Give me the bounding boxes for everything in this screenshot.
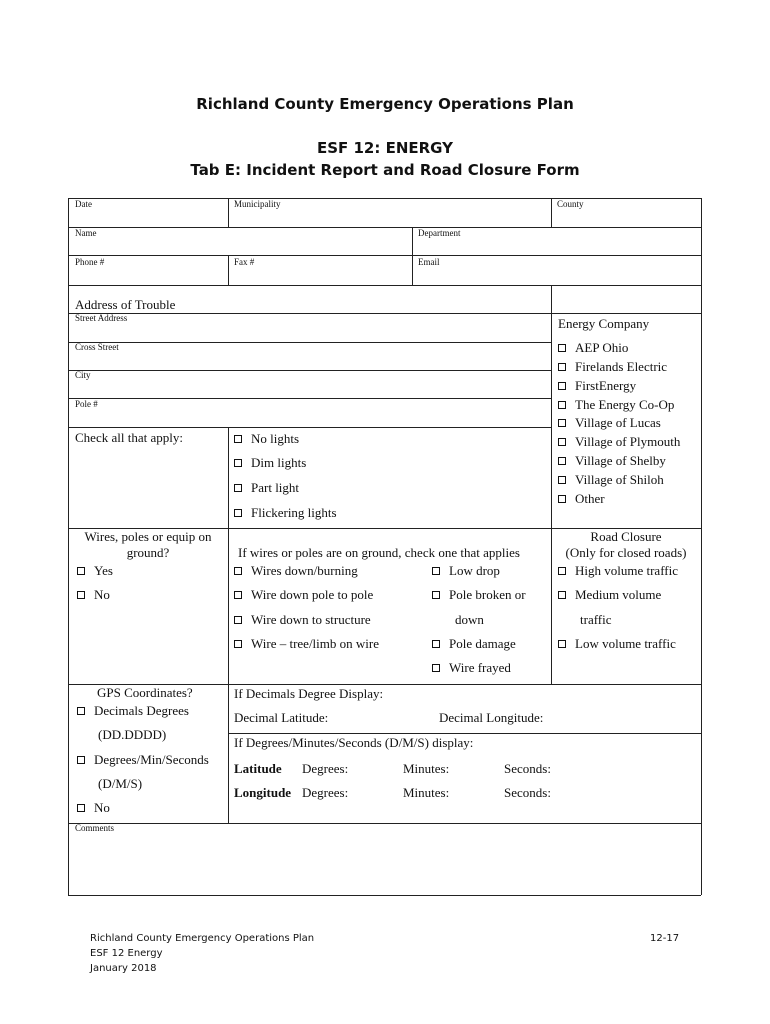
longitude-label: Longitude xyxy=(234,785,292,800)
longitude-seconds-field[interactable]: Seconds: xyxy=(504,785,551,800)
road-closure-subtitle: (Only for closed roads) xyxy=(565,545,687,560)
footer-plan-name: Richland County Emergency Operations Plan xyxy=(90,933,315,944)
wires-yes-option[interactable]: Yes xyxy=(77,563,113,579)
longitude-minutes-field[interactable]: Minutes: xyxy=(403,785,450,800)
municipality-field[interactable]: Municipality xyxy=(234,199,281,209)
checkbox-icon[interactable] xyxy=(234,484,242,492)
pole-broken-down-text: down xyxy=(455,612,484,627)
comments-field[interactable]: Comments xyxy=(75,823,115,833)
gps-dms-option[interactable]: Degrees/Min/Seconds xyxy=(77,752,209,768)
checkbox-icon[interactable] xyxy=(558,382,566,390)
check-flickering-lights[interactable]: Flickering lights xyxy=(234,505,337,521)
medium-volume-option[interactable]: Medium volume xyxy=(558,587,661,603)
decimal-longitude-field[interactable]: Decimal Longitude: xyxy=(439,710,544,725)
checkbox-icon[interactable] xyxy=(432,591,440,599)
energy-option-plymouth[interactable]: Village of Plymouth xyxy=(558,434,680,450)
road-closure-title: Road Closure xyxy=(590,529,662,544)
energy-option-firelands[interactable]: Firelands Electric xyxy=(558,359,667,375)
cross-street-field[interactable]: Cross Street xyxy=(75,342,119,352)
wire-down-burning[interactable]: Wires down/burning xyxy=(234,563,358,579)
checkbox-icon[interactable] xyxy=(77,707,85,715)
latitude-seconds-field[interactable]: Seconds: xyxy=(504,761,551,776)
high-volume-option[interactable]: High volume traffic xyxy=(558,563,678,579)
decimal-latitude-field[interactable]: Decimal Latitude: xyxy=(234,710,329,725)
city-field[interactable]: City xyxy=(75,370,91,380)
wire-down-structure[interactable]: Wire down to structure xyxy=(234,612,371,628)
gps-no-option[interactable]: No xyxy=(77,800,110,816)
checkbox-icon[interactable] xyxy=(558,591,566,599)
energy-option-shiloh[interactable]: Village of Shiloh xyxy=(558,472,664,488)
energy-option-shelby[interactable]: Village of Shelby xyxy=(558,453,666,469)
latitude-minutes-field[interactable]: Minutes: xyxy=(403,761,450,776)
checkbox-icon[interactable] xyxy=(234,640,242,648)
checkbox-icon[interactable] xyxy=(432,664,440,672)
medium-volume-traffic-text: traffic xyxy=(580,612,612,627)
checkbox-icon[interactable] xyxy=(234,435,242,443)
street-address-field[interactable]: Street Address xyxy=(75,313,128,323)
pole-field[interactable]: Pole # xyxy=(75,399,98,409)
wires-header: If wires or poles are on ground, check one that applies xyxy=(238,545,520,560)
form-title: Tab E: Incident Report and Road Closure Form xyxy=(190,161,580,179)
checkbox-icon[interactable] xyxy=(432,640,440,648)
checkbox-icon[interactable] xyxy=(77,804,85,812)
checkbox-icon[interactable] xyxy=(558,476,566,484)
energy-option-firstenergy[interactable]: FirstEnergy xyxy=(558,378,636,394)
phone-field[interactable]: Phone # xyxy=(75,257,105,267)
checkbox-icon[interactable] xyxy=(558,401,566,409)
wires-no-option[interactable]: No xyxy=(77,587,110,603)
checkbox-icon[interactable] xyxy=(77,567,85,575)
checkbox-icon[interactable] xyxy=(234,509,242,517)
wires-question-line2: ground? xyxy=(126,545,170,560)
checkbox-icon[interactable] xyxy=(558,457,566,465)
gps-decimal-option[interactable]: Decimals Degrees xyxy=(77,703,189,719)
document-title: Richland County Emergency Operations Plan xyxy=(196,95,574,113)
check-no-lights[interactable]: No lights xyxy=(234,431,299,447)
latitude-label: Latitude xyxy=(234,761,282,776)
checkbox-icon[interactable] xyxy=(432,567,440,575)
low-volume-option[interactable]: Low volume traffic xyxy=(558,636,676,652)
check-all-label: Check all that apply: xyxy=(75,430,183,445)
pole-damage-option[interactable]: Pole damage xyxy=(432,636,516,652)
page-number: 12-17 xyxy=(650,933,680,944)
energy-option-aep[interactable]: AEP Ohio xyxy=(558,340,628,356)
latitude-degrees-field[interactable]: Degrees: xyxy=(302,761,349,776)
wire-down-pole-to-pole[interactable]: Wire down pole to pole xyxy=(234,587,373,603)
check-dim-lights[interactable]: Dim lights xyxy=(234,455,306,471)
address-title: Address of Trouble xyxy=(75,297,176,312)
energy-option-other[interactable]: Other xyxy=(558,491,605,507)
check-part-light[interactable]: Part light xyxy=(234,480,299,496)
wire-tree-limb[interactable]: Wire – tree/limb on wire xyxy=(234,636,379,652)
checkbox-icon[interactable] xyxy=(77,591,85,599)
checkbox-icon[interactable] xyxy=(77,756,85,764)
wires-question-line1: Wires, poles or equip on xyxy=(84,529,212,544)
gps-decimal-format: (DD.DDDD) xyxy=(98,727,167,742)
checkbox-icon[interactable] xyxy=(558,640,566,648)
footer-date: January 2018 xyxy=(90,963,157,974)
date-field[interactable]: Date xyxy=(75,199,92,209)
longitude-degrees-field[interactable]: Degrees: xyxy=(302,785,349,800)
footer-esf: ESF 12 Energy xyxy=(90,948,163,959)
gps-dms-format: (D/M/S) xyxy=(98,776,143,791)
name-field[interactable]: Name xyxy=(75,228,97,238)
wire-frayed-option[interactable]: Wire frayed xyxy=(432,660,511,676)
energy-company-title: Energy Company xyxy=(558,316,650,331)
checkbox-icon[interactable] xyxy=(558,495,566,503)
county-field[interactable]: County xyxy=(557,199,584,209)
decimal-header: If Decimals Degree Display: xyxy=(234,686,384,701)
pole-broken-option[interactable]: Pole broken or xyxy=(432,587,526,603)
checkbox-icon[interactable] xyxy=(558,363,566,371)
checkbox-icon[interactable] xyxy=(234,616,242,624)
checkbox-icon[interactable] xyxy=(234,459,242,467)
department-field[interactable]: Department xyxy=(418,228,461,238)
esf-title: ESF 12: ENERGY xyxy=(316,139,454,157)
gps-title: GPS Coordinates? xyxy=(97,685,193,700)
energy-option-energy-coop[interactable]: The Energy Co-Op xyxy=(558,397,674,413)
checkbox-icon[interactable] xyxy=(558,438,566,446)
fax-field[interactable]: Fax # xyxy=(234,257,255,267)
checkbox-icon[interactable] xyxy=(558,419,566,427)
checkbox-icon[interactable] xyxy=(234,567,242,575)
checkbox-icon[interactable] xyxy=(558,567,566,575)
checkbox-icon[interactable] xyxy=(234,591,242,599)
email-field[interactable]: Email xyxy=(418,257,440,267)
checkbox-icon[interactable] xyxy=(558,344,566,352)
dms-header: If Degrees/Minutes/Seconds (D/M/S) display: xyxy=(234,735,474,750)
low-drop-option[interactable]: Low drop xyxy=(432,563,500,579)
energy-option-lucas[interactable]: Village of Lucas xyxy=(558,415,661,431)
